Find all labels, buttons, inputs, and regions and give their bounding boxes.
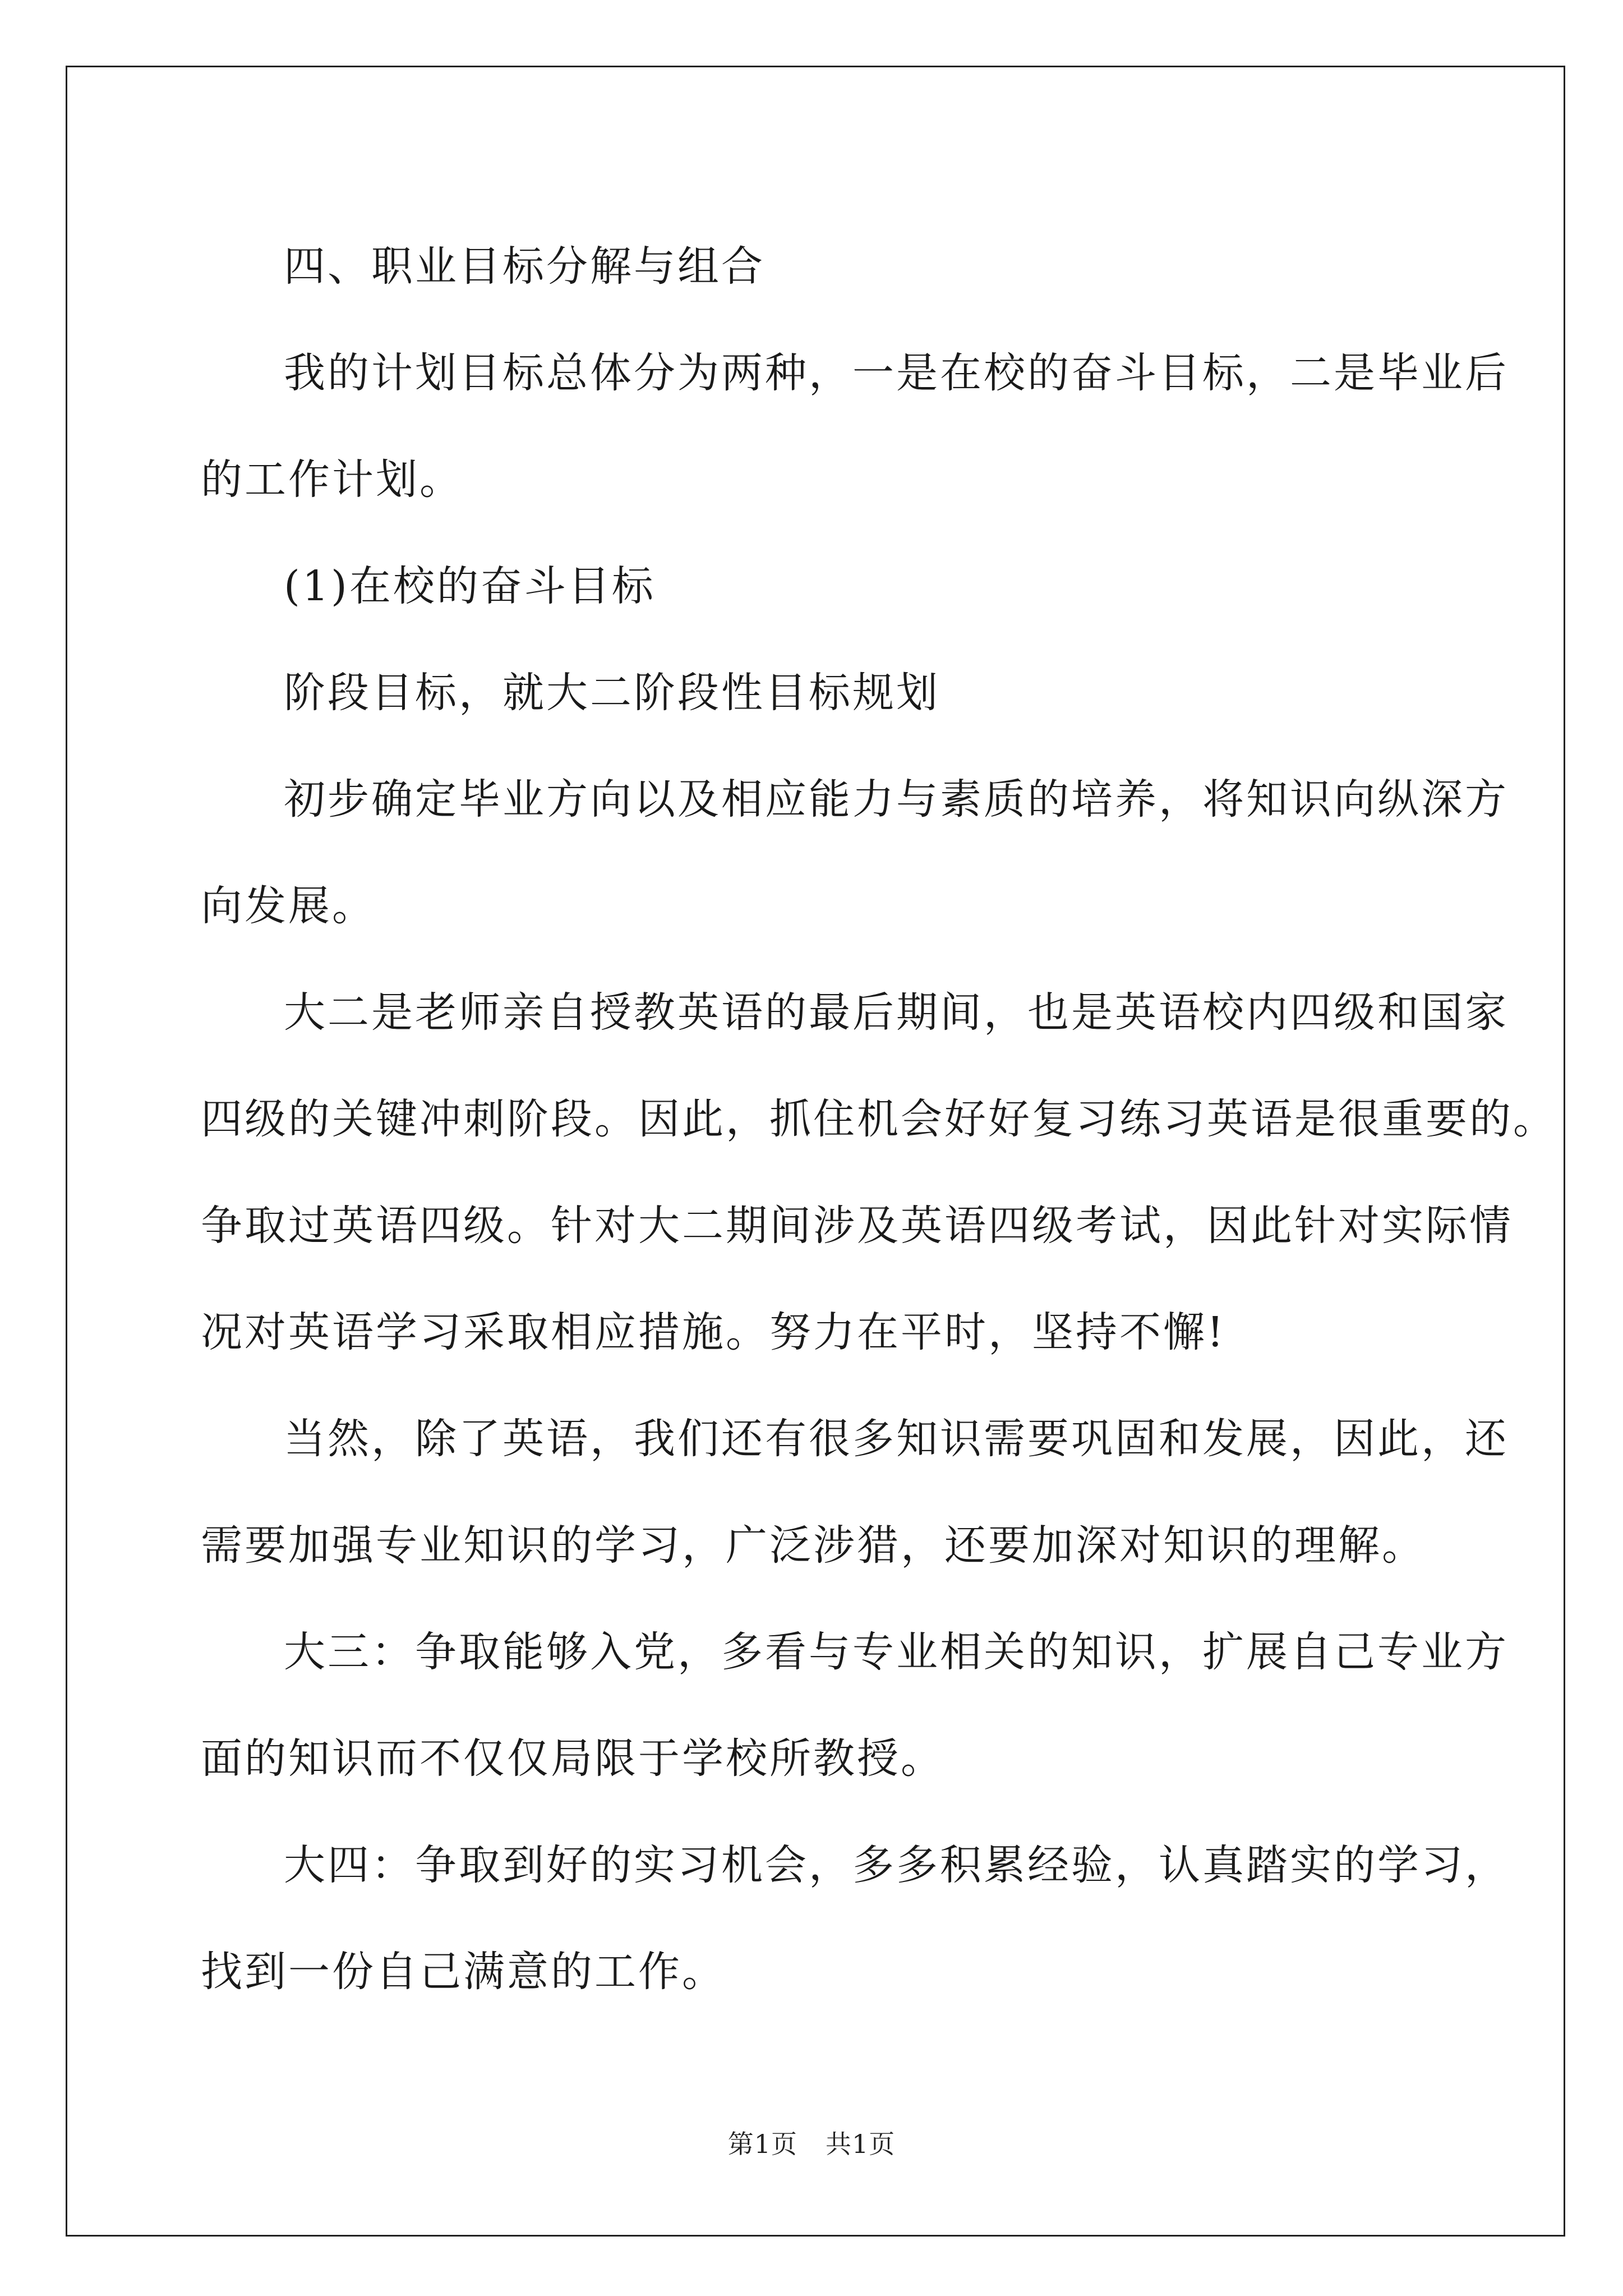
paragraph-line: 找到一份自己满意的工作。 (201, 1948, 726, 1996)
paragraph-line: 争取过英语四级。针对大二期间涉及英语四级考试，因此针对实际情 (201, 1202, 1513, 1250)
document-body (201, 213, 1557, 2025)
paragraph-line: 我的计划目标总体分为两种，一是在校的奋斗目标，二是毕业后 (284, 349, 1509, 397)
paragraph-line: 的工作计划。 (201, 455, 463, 504)
paragraph-line: 向发展。 (201, 882, 376, 930)
paragraph-line: 大四：争取到好的实习机会，多多积累经验，认真踏实的学习， (284, 1841, 1509, 1889)
paragraph-line: 当然，除了英语，我们还有很多知识需要巩固和发展，因此，还 (284, 1415, 1509, 1463)
page-footer (0, 2124, 1623, 2161)
paragraph-line: 大二是老师亲自授教英语的最后期间，也是英语校内四级和国家 (284, 988, 1509, 1037)
subsection-heading: (1)在校的奋斗目标 (284, 562, 656, 610)
paragraph-line: 面的知识而不仅仅局限于学校所教授。 (201, 1734, 944, 1783)
page-number: 第1页 (727, 2129, 797, 2159)
paragraph-line: 四级的关键冲刺阶段。因此，抓住机会好好复习练习英语是很重要的。 (201, 1095, 1557, 1143)
paragraph-line: 阶段目标，就大二阶段性目标规划 (284, 669, 940, 717)
paragraph-line: 况对英语学习采取相应措施。努力在平时，坚持不懈! (201, 1308, 1226, 1356)
page-total: 共1页 (826, 2129, 896, 2159)
paragraph-line: 需要加强专业知识的学习，广泛涉猎，还要加深对知识的理解。 (201, 1521, 1426, 1570)
paragraph-line: 初步确定毕业方向以及相应能力与素质的培养，将知识向纵深方 (284, 775, 1509, 823)
section-heading: 四、职业目标分解与组合 (284, 242, 765, 291)
paragraph-line: 大三：争取能够入党，多看与专业相关的知识，扩展自己专业方 (284, 1628, 1509, 1676)
